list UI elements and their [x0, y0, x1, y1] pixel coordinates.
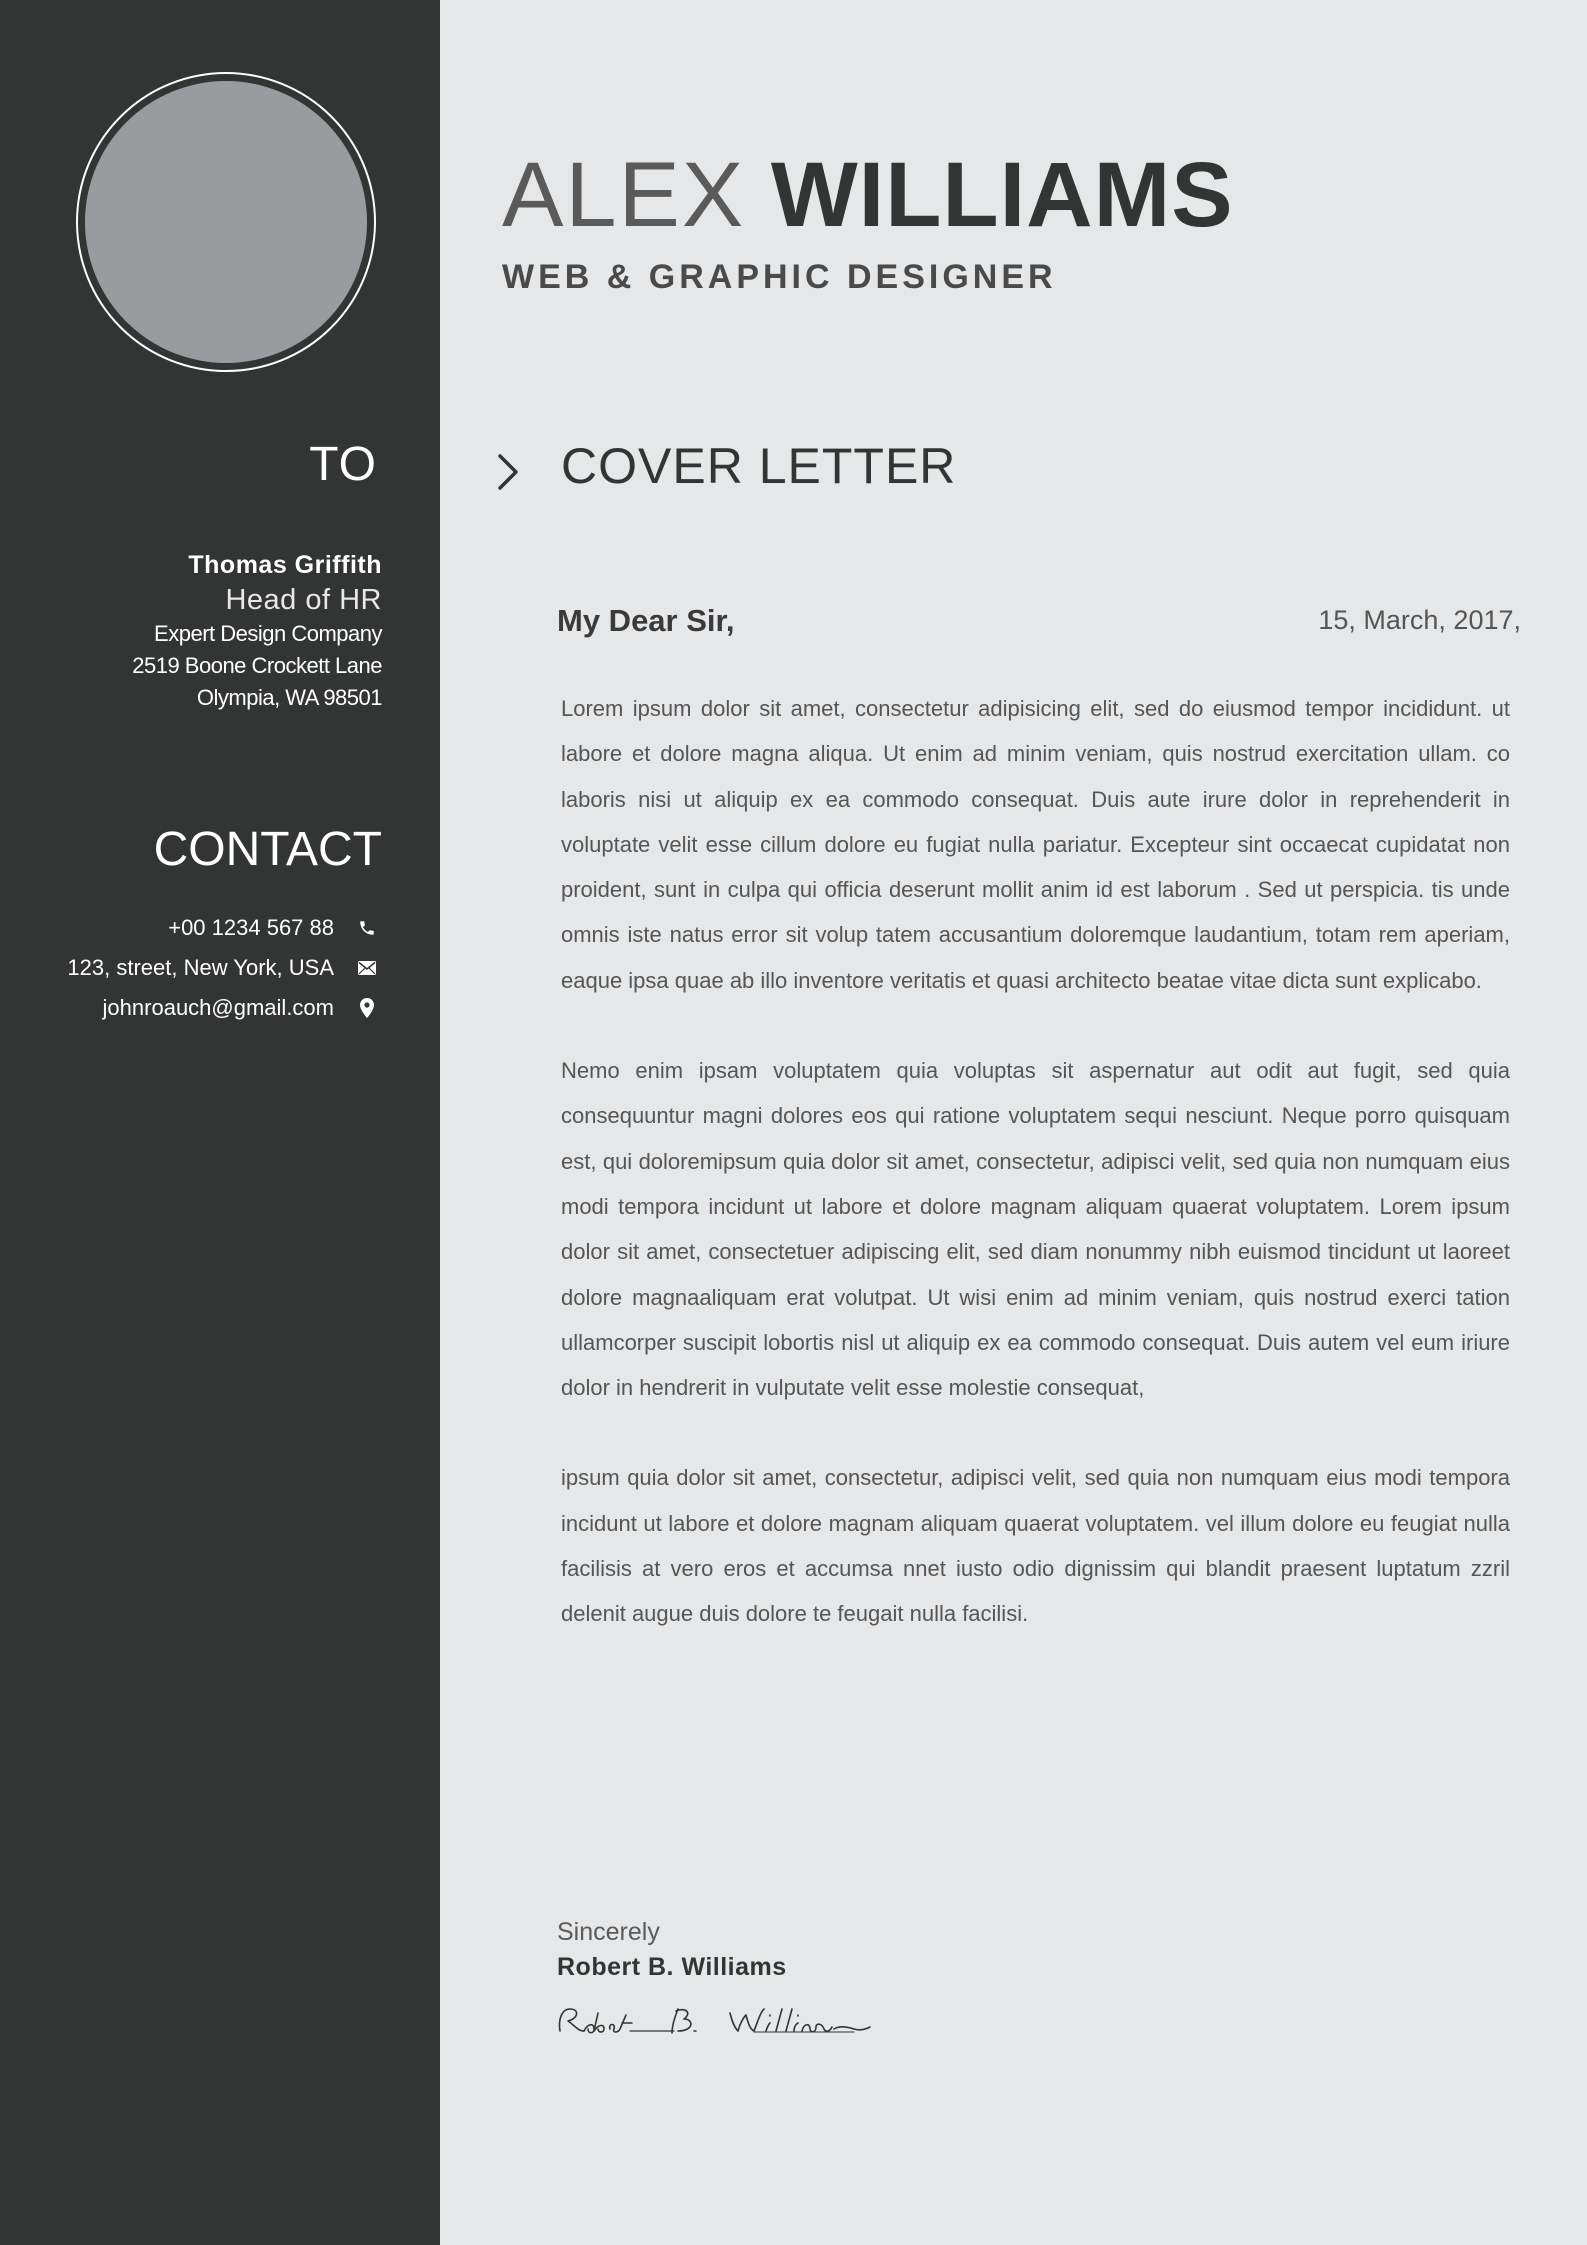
avatar-frame — [76, 72, 376, 372]
recipient-block — [132, 548, 382, 714]
chevron-right-icon — [496, 452, 520, 497]
main-content — [440, 0, 1587, 2245]
recipient-name: Thomas Griffith — [188, 551, 382, 579]
section-title: COVER LETTER — [561, 438, 957, 494]
job-title: WEB & GRAPHIC DESIGNER — [502, 258, 1057, 296]
contact-list — [0, 908, 380, 1028]
contact-address-text: 123, street, New York, USA — [67, 955, 334, 980]
handwritten-signature — [554, 2001, 874, 2046]
contact-email — [0, 988, 380, 1028]
envelope-icon — [354, 961, 380, 975]
recipient-title: Head of HR — [225, 584, 382, 616]
location-pin-icon — [354, 998, 380, 1018]
letter-body — [561, 686, 1510, 1682]
paragraph-3: ipsum quia dolor sit amet, consectetur, adipisci velit, sed quia non numquam eius modi tempora incidunt ut labore et dolore magnam aliquam quaerat voluptatem. vel illum dolore eu feugiat nulla facilisis at vero eros et accumsa nnet iusto odio dignissim qui blandit praesent luptatum zzril delenit augue duis dolore te feugait nulla facilisi. — [561, 1465, 1510, 1627]
avatar — [85, 81, 367, 363]
recipient-city: Olympia, WA 98501 — [196, 685, 382, 710]
contact-heading: CONTACT — [153, 823, 382, 876]
phone-icon — [354, 919, 380, 937]
contact-email-text: johnroauch@gmail.com — [102, 995, 334, 1020]
to-heading: TO — [309, 438, 377, 491]
contact-address — [0, 948, 380, 988]
contact-phone — [0, 908, 380, 948]
letter-date: 15, March, 2017, — [1318, 605, 1521, 635]
applicant-name — [502, 140, 1234, 250]
recipient-street: 2519 Boone Crockett Lane — [132, 653, 382, 678]
last-name: WILLIAMS — [770, 144, 1234, 246]
contact-phone-text: +00 1234 567 88 — [168, 915, 334, 940]
greeting: My Dear Sir, — [557, 603, 735, 638]
first-name: ALEX — [502, 144, 746, 246]
sidebar — [0, 0, 440, 2245]
paragraph-2: Nemo enim ipsam voluptatem quia voluptas sit aspernatur aut odit aut fugit, sed quia consequuntur magni dolores eos qui ratione voluptatem sequi nesciunt. Neque porro quisquam est, qui doloremipsum quia dolor sit amet, consectetur, adipisci velit, sed quia non numquam eius modi tempora incidunt ut labore et dolore magnam aliquam quaerat voluptatem. Lorem ipsum dolor sit amet, consectetuer adipiscing elit, sed diam nonummy nibh euismod tincidunt ut laoreet dolore magnaaliquam erat volutpat. Ut wisi enim ad minim veniam, quis nostrud exerci tation ullamcorper suscipit lobortis nisl ut aliquip ex ea commodo consequat. Duis autem vel eum iriure dolor in hendrerit in vulputate velit esse molestie consequat, — [561, 1058, 1510, 1401]
signer-name: Robert B. Williams — [557, 1953, 787, 1981]
closing: Sincerely — [557, 1918, 660, 1946]
recipient-company: Expert Design Company — [154, 621, 382, 646]
paragraph-1: Lorem ipsum dolor sit amet, consectetur adipisicing elit, sed do eiusmod tempor incididunt. ut labore et dolore magna aliqua. Ut enim ad minim veniam, quis nostrud exercitation ullam. co laboris nisi ut aliquip ex ea commodo consequat. Duis aute irure dolor in reprehenderit in voluptate velit esse cillum dolore eu fugiat nulla pariatur. Excepteur sint occaecat cupidatat non proident, sunt in culpa qui officia deserunt mollit anim id est laborum . Sed ut perspicia. tis unde omnis iste natus error sit volup tatem accusantium doloremque laudantium, totam rem aperiam, eaque ipsa quae ab illo inventore veritatis et quasi architecto beatae vitae dicta sunt explicabo. — [561, 696, 1510, 993]
